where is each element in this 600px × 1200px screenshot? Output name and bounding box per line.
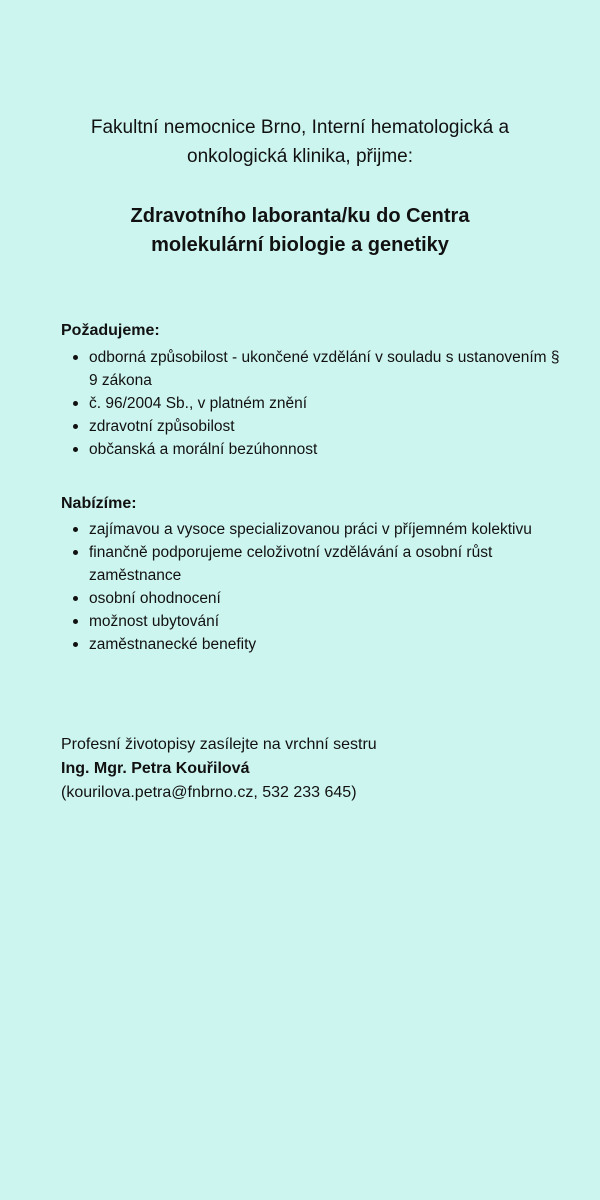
offer-heading: Nabízíme: [61,495,137,512]
list-item [61,415,561,438]
position-title-line-2: molekulární biologie a genetiky [151,234,449,256]
list-item-text: občanská a morální bezúhonnost [89,441,318,458]
position-title [40,202,560,260]
bullet-icon [73,619,78,624]
contact-intro: Profesní životopisy zasílejte na vrchní sestru [61,736,377,753]
bullet-icon [73,642,78,647]
employer-intro-line-2: onkologická klinika, přijme: [187,146,413,167]
list-item-text: zajímavou a vysoce specializovanou práci v příjemném kolektivu [89,521,532,538]
requirements-heading: Požadujeme: [61,322,160,339]
list-item [61,518,561,541]
bullet-icon [73,355,78,360]
list-item [61,541,561,587]
list-item-text: možnost ubytování [89,613,220,630]
list-item [61,392,561,415]
list-item [61,633,561,656]
list-item-text: odborná způsobilost - ukončené vzdělání v souladu s ustanovením § 9 zákona [89,349,560,389]
bullet-icon [73,424,78,429]
contact-block [61,733,561,805]
contact-details: (kourilova.petra@fnbrno.cz, 532 233 645) [61,784,357,801]
list-item-text: osobní ohodnocení [89,590,221,607]
list-item-text: č. 96/2004 Sb., v platném znění [89,395,307,412]
list-item-text: finančně podporujeme celoživotní vzdělávání a osobní růst zaměstnance [89,544,493,584]
bullet-icon [73,596,78,601]
bullet-icon [73,447,78,452]
offer-list [61,518,561,656]
bullet-icon [73,550,78,555]
list-item-text: zdravotní způsobilost [89,418,235,435]
list-item [61,610,561,633]
employer-intro [40,113,560,171]
list-item [61,438,561,461]
position-title-line-1: Zdravotního laboranta/ku do Centra [130,205,470,227]
bullet-icon [73,401,78,406]
bullet-icon [73,527,78,532]
list-item [61,346,561,392]
employer-intro-line-1: Fakultní nemocnice Brno, Interní hematologická a [90,117,510,138]
list-item [61,587,561,610]
requirements-list [61,346,561,461]
contact-name: Ing. Mgr. Petra Kouřilová [61,760,250,777]
list-item-text: zaměstnanecké benefity [89,636,257,653]
